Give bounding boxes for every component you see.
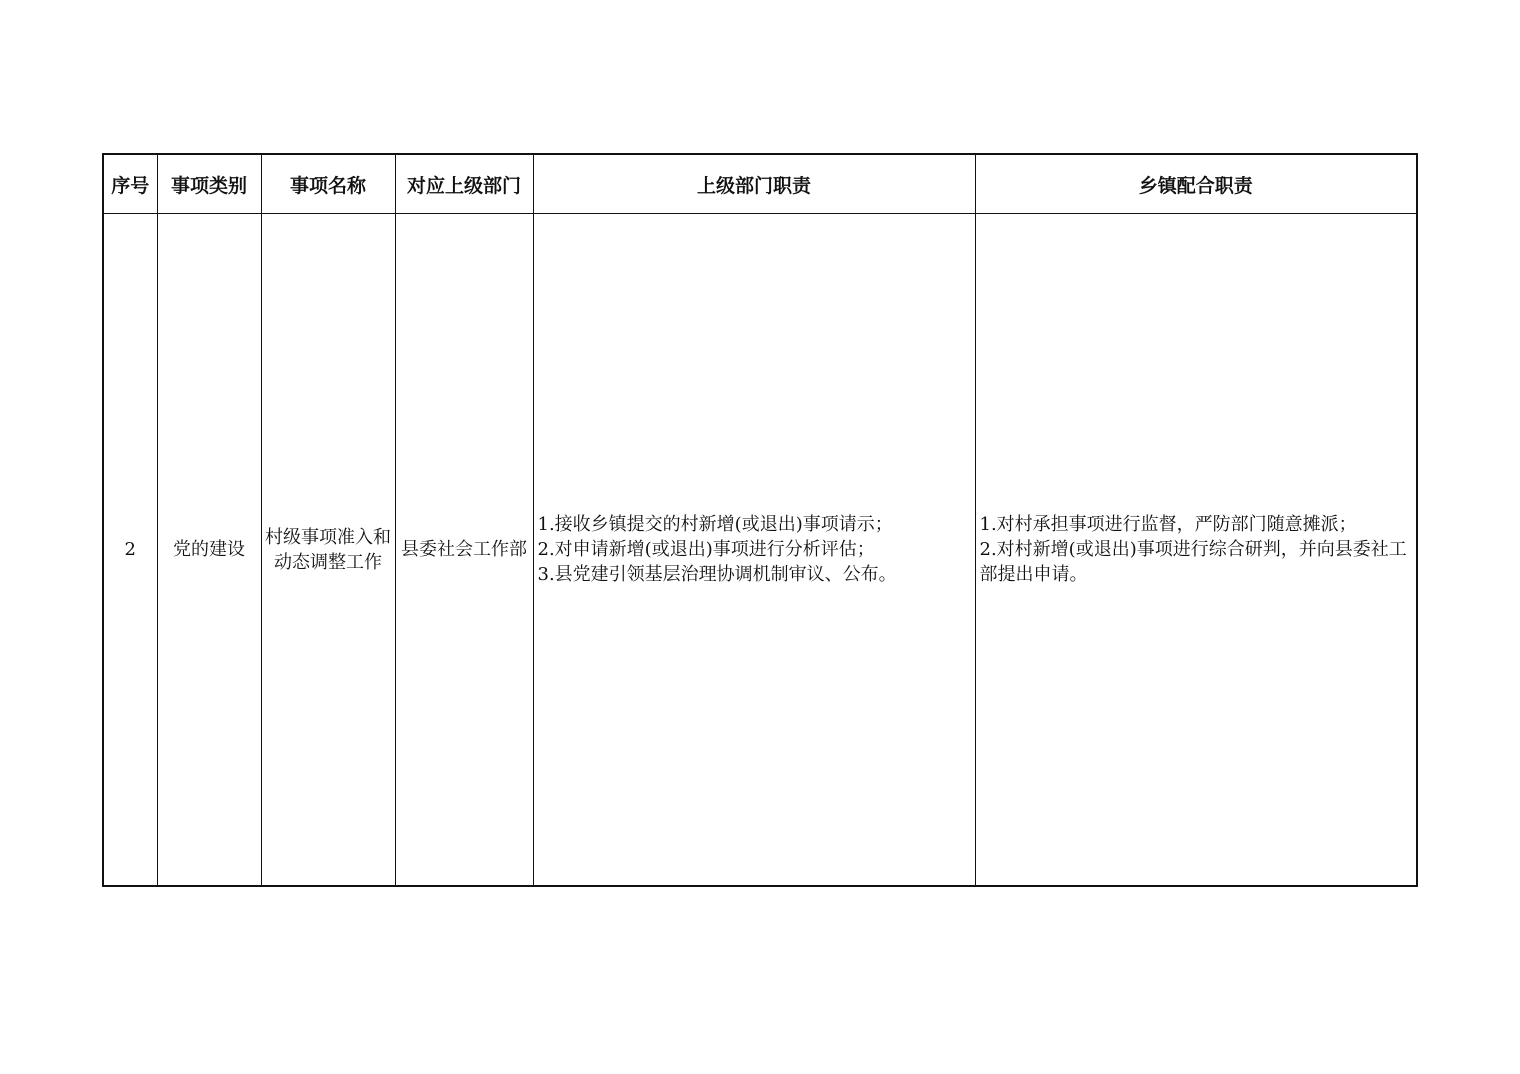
cell-seq: 2 bbox=[103, 214, 157, 887]
header-department-duty: 上级部门职责 bbox=[533, 154, 975, 214]
responsibility-table-container bbox=[102, 153, 1416, 887]
cell-department-duty bbox=[533, 214, 975, 887]
department-duty-line: 1.接收乡镇提交的村新增(或退出)事项请示； bbox=[537, 514, 893, 535]
cell-item-name: 村级事项准入和动态调整工作 bbox=[261, 214, 395, 887]
table-header-row bbox=[103, 154, 1417, 214]
table-row bbox=[103, 214, 1417, 887]
header-town-duty: 乡镇配合职责 bbox=[975, 154, 1417, 214]
cell-department: 县委社会工作部 bbox=[395, 214, 533, 887]
header-category: 事项类别 bbox=[157, 154, 261, 214]
cell-category: 党的建设 bbox=[157, 214, 261, 887]
responsibility-table bbox=[102, 153, 1418, 887]
header-item-name: 事项名称 bbox=[261, 154, 395, 214]
town-duty-line: 2.对村新增(或退出)事项进行综合研判，并向县委社工部提出申请。 bbox=[979, 539, 1407, 585]
header-department: 对应上级部门 bbox=[395, 154, 533, 214]
header-seq: 序号 bbox=[103, 154, 157, 214]
department-duty-line: 3.县党建引领基层治理协调机制审议、公布。 bbox=[537, 564, 897, 585]
cell-town-duty bbox=[975, 214, 1417, 887]
department-duty-line: 2.对申请新增(或退出)事项进行分析评估； bbox=[537, 539, 875, 560]
town-duty-line: 1.对村承担事项进行监督，严防部门随意摊派； bbox=[979, 514, 1357, 535]
